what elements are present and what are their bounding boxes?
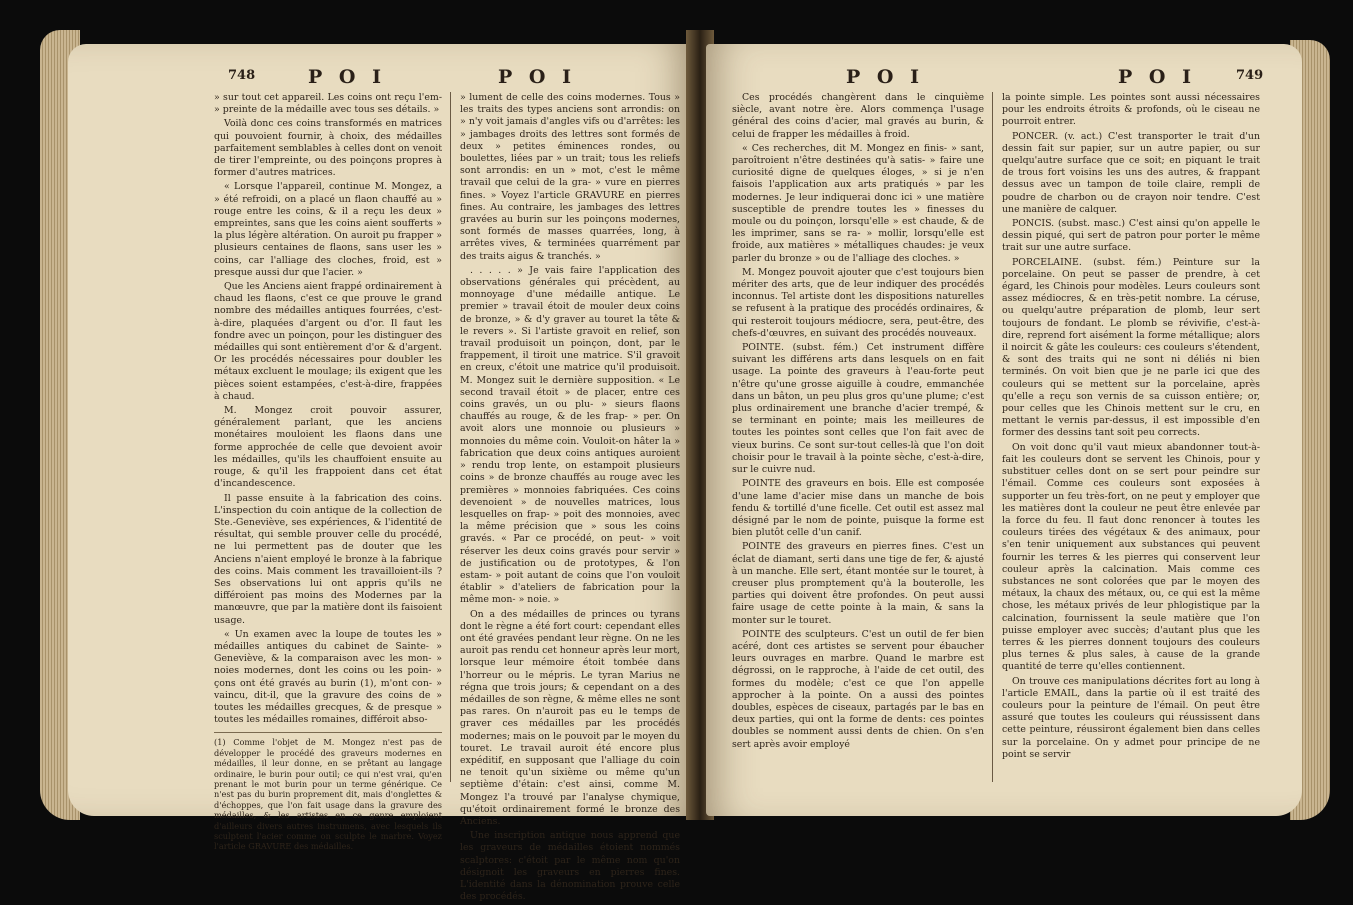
left-page: [68, 44, 692, 903]
paragraph: On trouve ces manipulations décrites fort au long à l'article EMAIL, dans la partie où il est traité des couleurs pour la peinture de l'émail. On peut être assuré que toutes les couleurs qui réussissent dans cette peinture, réussiront également bien dans celles sur la porcelaine. On y admet pour principe de ne point se servir: [1002, 675, 1260, 760]
paragraph: PONCER. (v. act.) C'est transporter le trait d'un dessin fait sur papier, sur un autre papier, ou sur quelqu'autre surface que ce soit; en piquant le trait de trous fort voisins les uns des autres, & frappant dessus avec un tampon de toile claire, rempli de poudre de charbon ou de crayon noir tendre. C'est une manière de calquer.: [1002, 130, 1260, 215]
paragraph: POINTE des graveurs en bois. Elle est composée d'une lame d'acier mise dans un manche de bois fendu & tortillé d'une ficelle. Cet outil est assez mal désigné par le nom de pointe, puisque la forme est bien plutôt celle d'un canif.: [732, 478, 984, 539]
right-column-1: [732, 92, 984, 753]
paragraph: On voit donc qu'il vaut mieux abandonner tout-à-fait les couleurs dont se servent les Chinois, pour y substituer celles dont on se sert pour peindre sur l'émail. Comme ces couleurs sont exposées à supporter un feu très-fort, on ne peut y employer que les matières dont la couleur ne peut être enlevée par la force du feu. Il faut donc renoncer à toutes les couleurs tirées des végétaux & des animaux, pour s'en tenir uniquement aux substances qui peuvent fournir les terres & les pierres qui conservent leur couleur après la calcination. Mais comme ces substances ne sont colorées que par le moyen des métaux, la chaux des métaux, ou, ce qui est la même chose, les métaux privés de leur phlogistique par la calcination, fournissent la seule matière que l'on puisse employer avec succès; d'autant plus que les terres & les pierres donnent toujours des couleurs plus ternes & plus sales, à cause de la grande quantité de terre qu'elles contiennent.: [1002, 441, 1260, 673]
paragraph: la pointe simple. Les pointes sont aussi nécessaires pour les endroits étroits & profonds, où le ciseau ne pourroit entrer.: [1002, 92, 1260, 128]
page-number: 749: [1236, 68, 1264, 83]
right-column-2: [1002, 92, 1260, 763]
paragraph: « Lorsque l'appareil, continue M. Mongez, a » été refroidi, on a placé un flaon chauffé au » rouge entre les coins, & il a reçu les deux » empreintes, sans que les coins aient soufferts » la plus légère altération. On auroit pu frapper » plusieurs centaines de flaons, sans user les » coins, car l'alliage des cloches, froid, est » presque aussi dur que l'acier. »: [214, 181, 442, 278]
running-head: P O I: [498, 66, 576, 88]
footnote: (1) Comme l'objet de M. Mongez n'est pas de développer le procédé des graveurs modernes en médailles, il leur donne, en se prêtant au langage ordinaire, le burin pour outil; ce qui n'est vrai, qu'en prenant le mot burin pour un terme générique. Ce n'est pas du burin proprement dit, mais d'onglettes & d'échoppes, que l'on fait usage dans la gravure des médailles, & les artistes en ce genre emploient d'ailleurs divers autres instrumens, avec lesquels ils sculptent l'acier comme on sculpte le marbre. Voyez l'article GRAVURE des médailles.: [214, 732, 442, 851]
paragraph: PORCELAINE. (subst. fém.) Peinture sur la porcelaine. On peut se passer de prendre, à cet égard, les Chinois pour modèles. Leurs couleurs sont assez médiocres, & en très-petit nombre. La céruse, ou quelqu'autre préparation de plomb, leur sert toujours de fondant. Le plomb se révivifie, c'est-à-dire, reprend fort aisément la forme métallique; alors il noircit & gâte les couleurs: ces couleurs s'étendent, & sont des traits qui ne sont ni déliés ni bien terminés. On voit bien que je ne parle ici que des couleurs qui se mettent sur la porcelaine, après qu'elle a reçu son vernis de sa cuisson entière; or, pour celles que les Chinois mettent sur le cru, en mettant le vernis par-dessus, il est impossible d'en former des dessins tant soit peu corrects.: [1002, 256, 1260, 439]
paragraph: Que les Anciens aient frappé ordinairement à chaud les flaons, c'est ce que prouve le grand nombre des médailles antiques fourrées, c'est-à-dire, plaquées d'argent ou d'or. Il faut les fondre avec un poinçon, pour les distinguer des médailles qui sont entièrement d'or & d'argent. Or les procédés nécessaires pour doubler les métaux excluent le moulage; ils exigent que les pièces soient estampées, c'est-à-dire, frappées à chaud.: [214, 281, 442, 402]
paragraph: Une inscription antique nous apprend que les graveurs de médailles étoient nommés scalptores: c'étoit par le même nom qu'on désignoit les graveurs en pierres fines. L'identité dans la dénomination prouve celle des procédés.: [460, 830, 680, 903]
paragraph: M. Mongez pouvoit ajouter que c'est toujours bien mériter des arts, que de leur indiquer des procédés inconnus. Tel artiste dont les dispositions naturelles se refusent à la pratique des procédés ordinaires, & qui resteroit toujours médiocre, sera, peut-être, des chefs-d'œuvres, en suivant des procédés nouveaux.: [732, 266, 984, 339]
right-page: [706, 44, 1302, 816]
paragraph: . . . . . » Je vais faire l'application des observations générales qui précèdent, au monnoyage d'une médaille antique. Le premier » travail étoit de mouler deux coins de bronze, » & d'y graver au touret la tête & le revers ». Si l'artiste gravoit en relief, son travail produisoit un poinçon, dont, par le frappement, il tiroit une matrice. S'il gravoit en creux, c'étoit une matrice qu'il produisoit. M. Mongez suit le dernière supposition. « Le second travail étoit » de placer, entre ces coins gravés, un ou plu- » sieurs flaons chauffés au rouge, & de les frap- » per. On avoit alors une monnoie ou plusieurs » monnoies du même coin. Vouloit-on hâter la » fabrication que deux coins antiques auroient » rendu trop lente, on estampoit plusieurs coins » de bronze chauffés au rouge avec les premières » monnoies fabriquées. Ces coins devenoient » de nouvelles matrices, lous lesquelles on frap- » poit des monnoies, avec la même précision que » sous les coins gravés. « Par ce procédé, on peut- » voit réserver les deux coins gravés pour servir » de justification ou de prototypes, & l'on estam- » poit autant de coins que l'on vouloit établir » d'ateliers de fabrication pour la même mon- » noie. »: [460, 264, 680, 606]
page-number: 748: [228, 68, 256, 83]
paragraph: » lument de celle des coins modernes. Tous » les traits des types anciens sont arrondis: on » n'y voit jamais d'angles vifs ou d'arrêtes: les » jambages droits des lettres sont formés de deux » petites éminences rondes, ou boulettes, liées par » un trait; tous les reliefs sont arrondis: en un » mot, c'est le même travail que celui de la gra- » vure en pierres fines. » Voyez l'article GRAVURE en pierres fines. Au contraire, les jambages des lettres gravées au burin sur les poinçons modernes, sont formés de masses quarrées, long, à arrêtes vives, & terminées quarrément par des traits aigus & tranchés. »: [460, 92, 680, 262]
paragraph: PONCIS. (subst. masc.) C'est ainsi qu'on appelle le dessin piqué, qui sert de patron pour porter le même trait sur une autre surface.: [1002, 218, 1260, 254]
paragraph: Voilà donc ces coins transformés en matrices qui pouvoient fournir, à choix, des médailles parfaitement semblables à celles dont on venoit de tirer l'empreinte, ou des poinçons propres à former d'autres matrices.: [214, 118, 442, 179]
paragraph: POINTE des sculpteurs. C'est un outil de fer bien acéré, dont ces artistes se servent pour ébaucher leurs ouvrages en marbre. Quand le marbre est dégrossi, on le rapproche, à l'aide de cet outil, des formes du modèle; c'est ce que l'on appelle approcher à la pointe. On a aussi des pointes doubles, espèces de ciseaux, partagés par le bas en deux parties, qui ont la forme de dents: ces pointes doubles se nomment aussi dents de chien. On s'en sert après avoir employé: [732, 628, 984, 750]
running-head: P O I: [846, 66, 924, 88]
paragraph: Ces procédés changèrent dans le cinquième siècle, avant notre ère. Alors commença l'usage général des coins d'acier, mal gravés au burin, & celui de frapper les médailles à froid.: [732, 92, 984, 140]
running-head: P O I: [1118, 66, 1196, 88]
paragraph: POINTE des graveurs en pierres fines. C'est un éclat de diamant, serti dans une tige de fer, & ajusté à un manche. Elle sert, étant montée sur le touret, à creuser plus promptement qu'à la bouterolle, les parties qui doivent être profondes. On peut aussi faire usage de cette pointe à la main, & sans la monter sur le touret.: [732, 541, 984, 626]
left-column-1: [214, 92, 442, 852]
paragraph: « Ces recherches, dit M. Mongez en finis- » sant, paroîtroient n'être destinées qu'à satis- » faire une curiosité digne de quelques éloges, » si je n'en faisois l'application aux arts pratiqués » par les modernes. Je leur indiquerai donc ici » une matière susceptible de prendre toutes les » finesses du moule ou du poinçon, lorsqu'elle » est chaude, & de les imprimer, sans se ra- » mollir, lorsqu'elle est froide, aux matières » métalliques chaudes: je veux parler du bronze » ou de l'alliage des cloches. »: [732, 142, 984, 264]
paragraph: On a des médailles de princes ou tyrans dont le règne a été fort court: cependant elles ont été gravées pendant leur règne. On ne les auroit pas rendu cet honneur après leur mort, lorsque leur mémoire étoit tombée dans l'horreur ou le mépris. Le tyran Marius ne régna que trois jours; & cependant on a des médailles de son règne, & même elles ne sont pas rares. On n'auroit pas eu le temps de graver ces médailles par les procédés modernes; mais on le pouvoit par le moyen du touret. Le travail auroit été encore plus expéditif, en supposant que l'alliage du coin ne tenoit qu'un sixième ou même qu'un septième d'étain: c'est ainsi, comme M. Mongez l'a trouvé par l'analyse chymique, qu'étoit ordinairement formé le bronze des Anciens.: [460, 608, 680, 827]
running-head: P O I: [308, 66, 386, 88]
paragraph: M. Mongez croit pouvoir assurer, généralement parlant, que les anciens monétaires mouloient les flaons dans une forme approchée de celle que devoient avoir les médailles, qu'ils les chauffoient ensuite au rouge, & qu'il les frappoient dans cet état d'incandescence.: [214, 405, 442, 490]
paragraph: POINTE. (subst. fém.) Cet instrument diffère suivant les différens arts dans lesquels on en fait usage. La pointe des graveurs à l'eau-forte peut n'être qu'une grosse aiguille à coudre, emmanchée dans un bâton, un peu plus gros qu'une plume; c'est plus ordinairement une branche d'acier trempé, & se terminant en pointe; mais les meilleures de toutes les pointes sont celles que l'on fait avec de vieux burins. Ce sont sur-tout celles-là que l'on doit choisir pour le travail à la pointe sèche, c'est-à-dire, sur le cuivre nud.: [732, 342, 984, 476]
column-rule: [992, 92, 993, 782]
left-column-2: [460, 92, 680, 905]
column-rule: [450, 92, 451, 782]
paragraph: » sur tout cet appareil. Les coins ont reçu l'em- » preinte de la médaille avec tous ses détails. »: [214, 92, 442, 116]
paragraph: Il passe ensuite à la fabrication des coins. L'inspection du coin antique de la collection de Ste.-Geneviève, ses expériences, & l'identité de résultat, qui semble prouver celle du procédé, ne lui permettent pas de douter que les Anciens n'aient employé le bronze à la fabrique des coins. Mais comment les travailloient-ils ? Ses observations lui ont appris qu'ils ne différoient pas moins des Modernes par la manœuvre, que par la matière dont ils faisoient usage.: [214, 492, 442, 626]
paragraph: « Un examen avec la loupe de toutes les » médailles antiques du cabinet de Sainte- » Geneviève, & la comparaison avec les mon- » noies modernes, dont les coins ou les poin- » çons ont été gravés au burin (1), m'ont con- » vaincu, dit-il, que la gravure des coins de » toutes les médailles grecques, & de presque » toutes les médailles romaines, différoit abso-: [214, 628, 442, 726]
